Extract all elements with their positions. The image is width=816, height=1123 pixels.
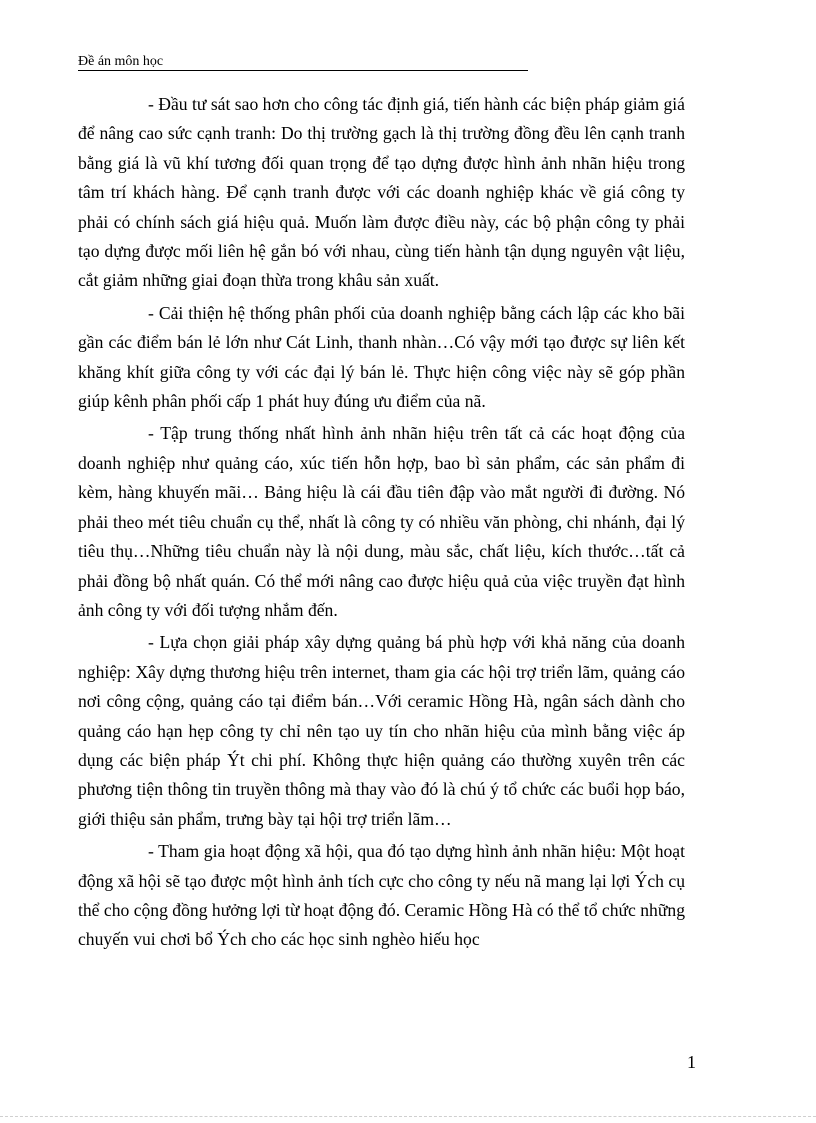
page-header: Đề án môn học [78, 54, 528, 71]
paragraph-pricing: - Đầu tư sát sao hơn cho công tác định giá, tiến hành các biện pháp giảm giá để nâng cao sức cạnh tranh: Do thị trường gạch là thị trường đồng đều lên cạnh tranh bằng giá là vũ khí tương đối quan trọng để tạo dựng được hình ảnh nhãn hiệu trong tâm trí khách hàng. Để cạnh tranh được với các doanh nghiệp khác về giá công ty phải có chính sách giá hiệu quả. Muốn làm được điều này, các bộ phận công ty phải tạo dựng được mối liên hệ gắn bó với nhau, cùng tiến hành tận dụng nguyên vật liệu, cắt giảm những giai đoạn thừa trong khâu sản xuất. [78, 94, 685, 291]
paragraph-distribution: - Cải thiện hệ thống phân phối của doanh nghiệp bằng cách lập các kho bãi gần các điểm bán lẻ lớn như Cát Linh, thanh nhàn…Có vậy mới tạo được sự liên kết khăng khít giữa công ty với các đại lý bán lẻ. Thực hiện công việc này sẽ góp phần giúp kênh phân phối cấp 1 phát huy đúng ưu điểm của nã. [78, 302, 685, 412]
paragraph-advertising: - Lựa chọn giải pháp xây dựng quảng bá phù hợp với khả năng của doanh nghiệp: Xây dựng thương hiệu trên internet, tham gia các hội trợ triển lãm, quảng cáo nơi công cộng, quảng cáo tại điểm bán…Với ceramic Hồng Hà, ngân sách dành cho quảng cáo hạn hẹp công ty chỉ nên tạo uy tín cho nhãn hiệu của mình bằng việc áp dụng các biện pháp Ýt chi phí. Không thực hiện quảng cáo thường xuyên trên các phương tiện thông tin truyền thông mà thay vào đó là chú ý tổ chức các buổi họp báo, giới thiệu sản phẩm, trưng bày tại hội trợ triển lãm… [78, 632, 685, 829]
page-bottom-border [0, 1116, 816, 1117]
paragraph-social-activities: - Tham gia hoạt động xã hội, qua đó tạo dựng hình ảnh nhãn hiệu: Một hoạt động xã hội sẽ tạo được một hình ảnh tích cực cho công ty nếu nã mang lại lợi Ých cụ thể cho cộng đồng hưởng lợi từ hoạt động đó. Ceramic Hồng Hà có thể tổ chức những chuyến vui chơi bổ Ých cho các học sinh nghèo hiếu học [78, 841, 685, 950]
page-number: 1 [687, 1052, 696, 1072]
paragraph-brand-image: - Tập trung thống nhất hình ảnh nhãn hiệu trên tất cả các hoạt động của doanh nghiệp như quảng cáo, xúc tiến hỗn hợp, bao bì sản phẩm, các sản phẩm đi kèm, hàng khuyến mãi… Bảng hiệu là cái đầu tiên đập vào mắt người đi đường. Nó phải theo mét tiêu chuẩn cụ thể, nhất là công ty có nhiều văn phòng, chi nhánh, đại lý tiêu thụ…Những tiêu chuẩn này là nội dung, màu sắc, chất liệu, kích thước…tất cả phải đồng bộ nhất quán. Có thể mới nâng cao được hiệu quả của việc truyền đạt hình ảnh công ty với đối tượng nhắm đến. [78, 423, 685, 620]
document-body [78, 90, 685, 958]
